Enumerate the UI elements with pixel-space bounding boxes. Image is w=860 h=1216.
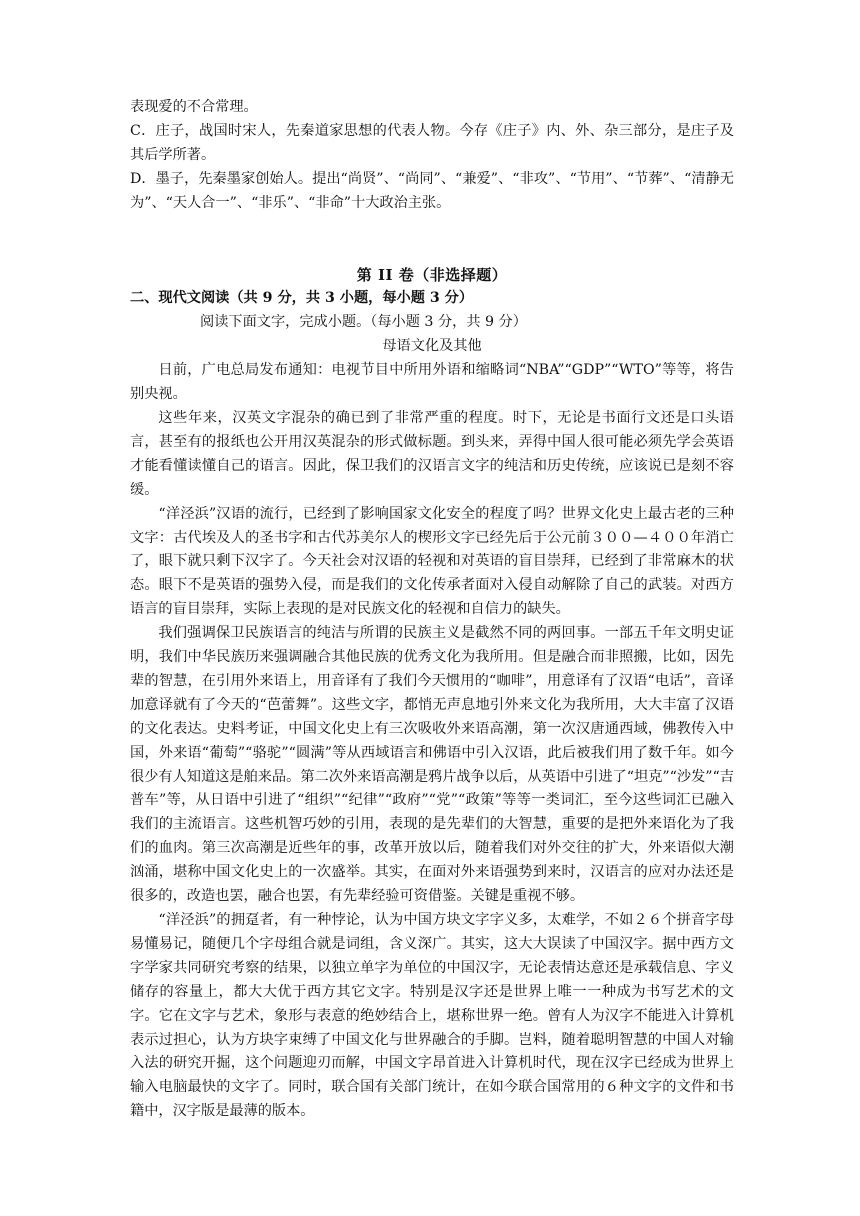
option-d: D．墨子，先秦墨家创始人。提出“尚贤”、“尚同”、“兼爱”、“非攻”、“节用”、“节葬”、“清静无为”、“天人合一”、“非乐”、“非命”十大政治主张。 [130,170,734,211]
part-title: 二、现代文阅读（共 9 分，共 3 小题，每小题 3 分） [130,290,474,307]
article-paragraph: 这些年来，汉英文字混杂的确已到了非常严重的程度。时下，无论是书面行文还是口头语言，甚至有的报纸也公开用汉英混杂的形式做标题。到头来，弄得中国人很可能必须先学会英语才能看懂读懂自己的语言。因此，保卫我们的汉语言文字的纯洁和历史传统，应该说已是刻不容缓。 [130,409,734,498]
option-c: C．庄子，战国时宋人，先秦道家思想的代表人物。今存《庄子》内、外、杂三部分，是庄子及其后学所著。 [130,122,734,163]
article-paragraph: 我们强调保卫民族语言的纯洁与所谓的民族主义是截然不同的两回事。一部五千年文明史证明，我们中华民族历来强调融合其他民族的优秀文化为我所用。但是融合而非照搬，比如，因先辈的智慧，在引用外来语上，用音译有了我们今天惯用的“咖啡”，用意译有了汉语“电话”，音译加意译就有了今天的“芭蕾舞”。这些文字，都悄无声息地引外来文化为我所用，大大丰富了汉语的文化表达。史料考证，中国文化史上有三次吸收外来语高潮，第一次汉唐通西域，佛教传入中国，外来语“葡萄”“骆驼”“圆满”等从西域语言和佛语中引入汉语，此后被我们用了数千年。如今很少有人知道这是舶来品。第二次外来语高潮是鸦片战争以后，从英语中引进了“坦克”“沙发”“吉普车”等，从日语中引进了“组织”“纪律”“政府”“党”“政策”等等一类词汇，至今这些词汇已融入我们的主流语言。这些机智巧妙的引用，表现的是先辈们的大智慧，重要的是把外来语化为了我们的血肉。第三次高潮是近些年的事，改革开放以后，随着我们对外交往的扩大，外来语似大潮汹涌，堪称中国文化史上的一次盛举。其实，在面对外来语强势到来时，汉语言的应对办法还是很多的，改造也罢，融合也罢，有先辈经验可资借鉴。关键是重视不够。 [130,625,734,905]
article-paragraph: “洋泾浜”的拥趸者，有一种悖论，认为中国方块文字字义多，太难学，不如２６个拼音字母易懂易记，随便几个字母组合就是词组，含义深广。其实，这大大误读了中国汉字。据中西方文字学家共同研究考察的结果，以独立单字为单位的中国汉字，无论表情达意还是承载信息、字义储存的容量上，都大大优于西方其它文字。特别是汉字还是世界上唯一一种成为书写艺术的文字。它在文字与艺术，象形与表意的绝妙结合上，堪称世界一绝。曾有人为汉字不能进入计算机表示过担心，认为方块字束缚了中国文化与世界融合的手脚。岂料，随着聪明智慧的中国人对输入法的研究开掘，这个问题迎刃而解，中国文字昂首进入计算机时代，现在汉字已经成为世界上输入电脑最快的文字了。同时，联合国有关部门统计，在如今联合国常用的６种文字的文件和书籍中，汉字版是最薄的版本。 [130,912,734,1120]
section-title: 第 II 卷（非选择题） [356,265,508,284]
spacer [130,216,734,264]
article-paragraph: “洋泾浜”汉语的流行，已经到了影响国家文化安全的程度了吗？世界文化史上最古老的三种文字：古代埃及人的圣书字和古代苏美尔人的楔形文字已经先后于公元前３００—４００年消亡了，眼下就只剩下汉字了。今天社会对汉语的轻视和对英语的盲目崇拜，已经到了非常麻木的状态。眼下不是英语的强势入侵，而是我们的文化传承者面对入侵自动解除了自己的武装。对西方语言的盲目崇拜，实际上表现的是对民族文化的轻视和自信力的缺失。 [130,505,734,618]
article-title: 母语文化及其他 [382,338,482,355]
option-b-tail: 表现爱的不合常理。 [130,99,258,115]
article-paragraph: 日前，广电总局发布通知：电视节目中所用外语和缩略词“NBA”“GDP”“WTO”等等，将告别央视。 [130,362,734,403]
document-page [130,96,734,1124]
reading-instruction: 阅读下面文字，完成小题。（每小题 3 分，共 9 分） [200,314,527,331]
